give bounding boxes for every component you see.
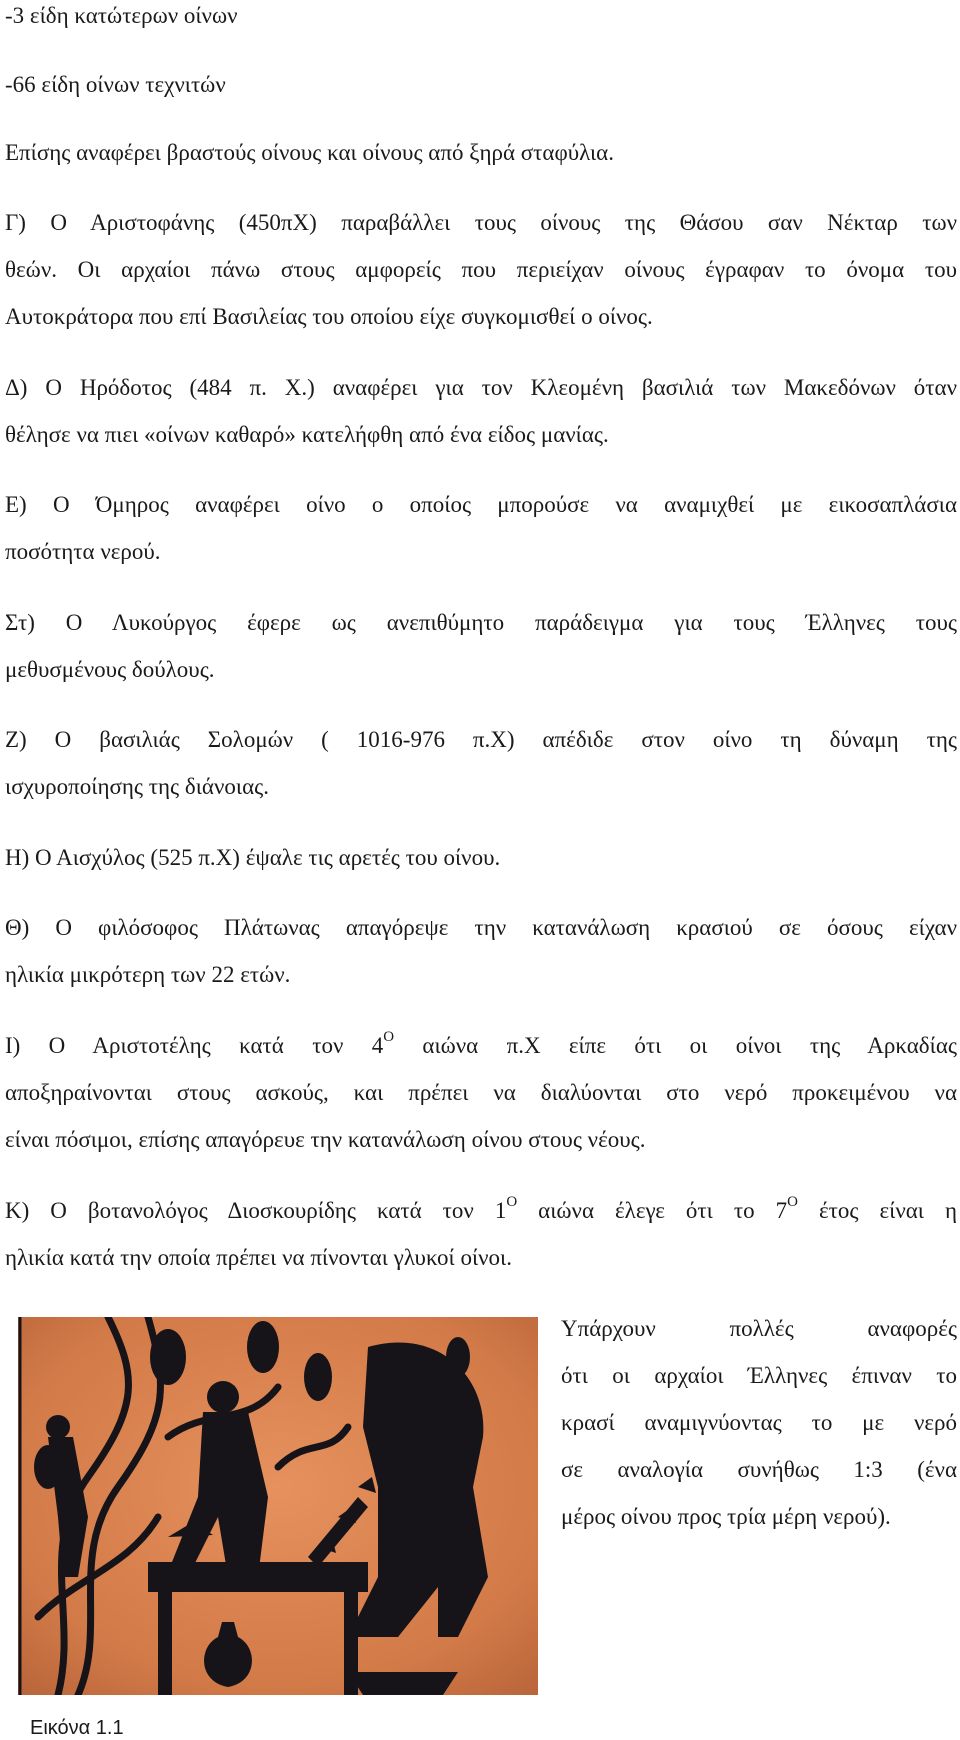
text-line: ποσότητα νερού. (5, 539, 161, 564)
text-fragment: Κ) Ο βοτανολόγος Διοσκουρίδης κατά τον 1 (5, 1198, 507, 1223)
text-line: Δ) Ο Ηρόδοτος (484 π. Χ.) αναφέρει για τον Κλεομένη βασιλιά των Μακεδόνων όταν (5, 375, 957, 400)
text-line: ισχυροποίησης της διάνοιας. (5, 774, 269, 799)
text-line: είναι πόσιμοι, επίσης απαγόρευε την κατανάλωση οίνου στους νέους. (5, 1127, 646, 1152)
text-line (5, 1029, 957, 1060)
text-line: ηλικία μικρότερη των 22 ετών. (5, 962, 291, 987)
text-line: Γ) Ο Αριστοφάνης (450πΧ) παραβάλλει τους οίνους της Θάσου σαν Νέκταρ των (5, 210, 957, 235)
figure-caption: Εικόνα 1.1 (30, 1717, 124, 1739)
text-line: θεών. Οι αρχαίοι πάνω στους αμφορείς που περιείχαν οίνους έγραφαν το όνομα του (5, 257, 957, 282)
text-fragment: αιώνα έλεγε ότι το 7 (517, 1198, 788, 1223)
side-text-line: μέρος οίνου προς τρία μέρη νερού). (561, 1504, 891, 1529)
text-line (5, 1194, 957, 1225)
text-line: Στ) Ο Λυκούργος έφερε ως ανεπιθύμητο παράδειγμα για τους Έλληνες τους (5, 610, 957, 635)
text-line: Ε) Ο Όμηρος αναφέρει οίνο ο οποίος μπορούσε να αναμιχθεί με εικοσαπλάσια (5, 492, 957, 517)
superscript: Ο (383, 1029, 395, 1046)
text-line: ηλικία κατά την οποία πρέπει να πίνονται γλυκοί οίνοι. (5, 1245, 512, 1270)
text-line: Επίσης αναφέρει βραστούς οίνους και οίνους από ξηρά σταφύλια. (5, 140, 614, 165)
side-text-line: ότι οι αρχαίοι Έλληνες έπιναν το (561, 1363, 957, 1388)
vase-painting-figure (18, 1317, 538, 1695)
text-line: -3 είδη κατώτερων οίνων (5, 3, 238, 28)
text-line: αποξηραίνονται στους ασκούς, και πρέπει να διαλύονται στο νερό προκειμένου να (5, 1080, 957, 1105)
superscript: Ο (787, 1194, 798, 1211)
text-line: μεθυσμένους δούλους. (5, 657, 215, 682)
text-fragment: αιώνα π.Χ είπε ότι οι οίνοι της Αρκαδίας (394, 1033, 957, 1058)
text-line: Αυτοκράτορα που επί Βασιλείας του οποίου είχε συγκομισθεί ο οίνος. (5, 304, 653, 329)
text-line: Η) Ο Αισχύλος (525 π.Χ) έψαλε τις αρετές του οίνου. (5, 845, 501, 870)
text-line: Ζ) Ο βασιλιάς Σολομών ( 1016-976 π.Χ) απέδιδε στον οίνο τη δύναμη της (5, 727, 957, 752)
side-text-line: κρασί αναμιγνύοντας το με νερό (561, 1410, 957, 1435)
vase-painting-image (18, 1317, 538, 1695)
side-text-line: σε αναλογία συνήθως 1:3 (ένα (561, 1457, 957, 1482)
superscript: Ο (506, 1194, 518, 1211)
text-fragment: Ι) Ο Αριστοτέλης κατά τον 4 (5, 1033, 384, 1058)
text-line: -66 είδη οίνων τεχνιτών (5, 72, 226, 97)
side-text-line: Υπάρχουν πολλές αναφορές (561, 1316, 957, 1341)
text-fragment: έτος είναι η (797, 1198, 957, 1223)
text-line: θέλησε να πιει «οίνων καθαρό» κατελήφθη από ένα είδος μανίας. (5, 422, 609, 447)
text-line: Θ) Ο φιλόσοφος Πλάτωνας απαγόρεψε την κατανάλωση κρασιού σε όσους είχαν (5, 915, 957, 940)
